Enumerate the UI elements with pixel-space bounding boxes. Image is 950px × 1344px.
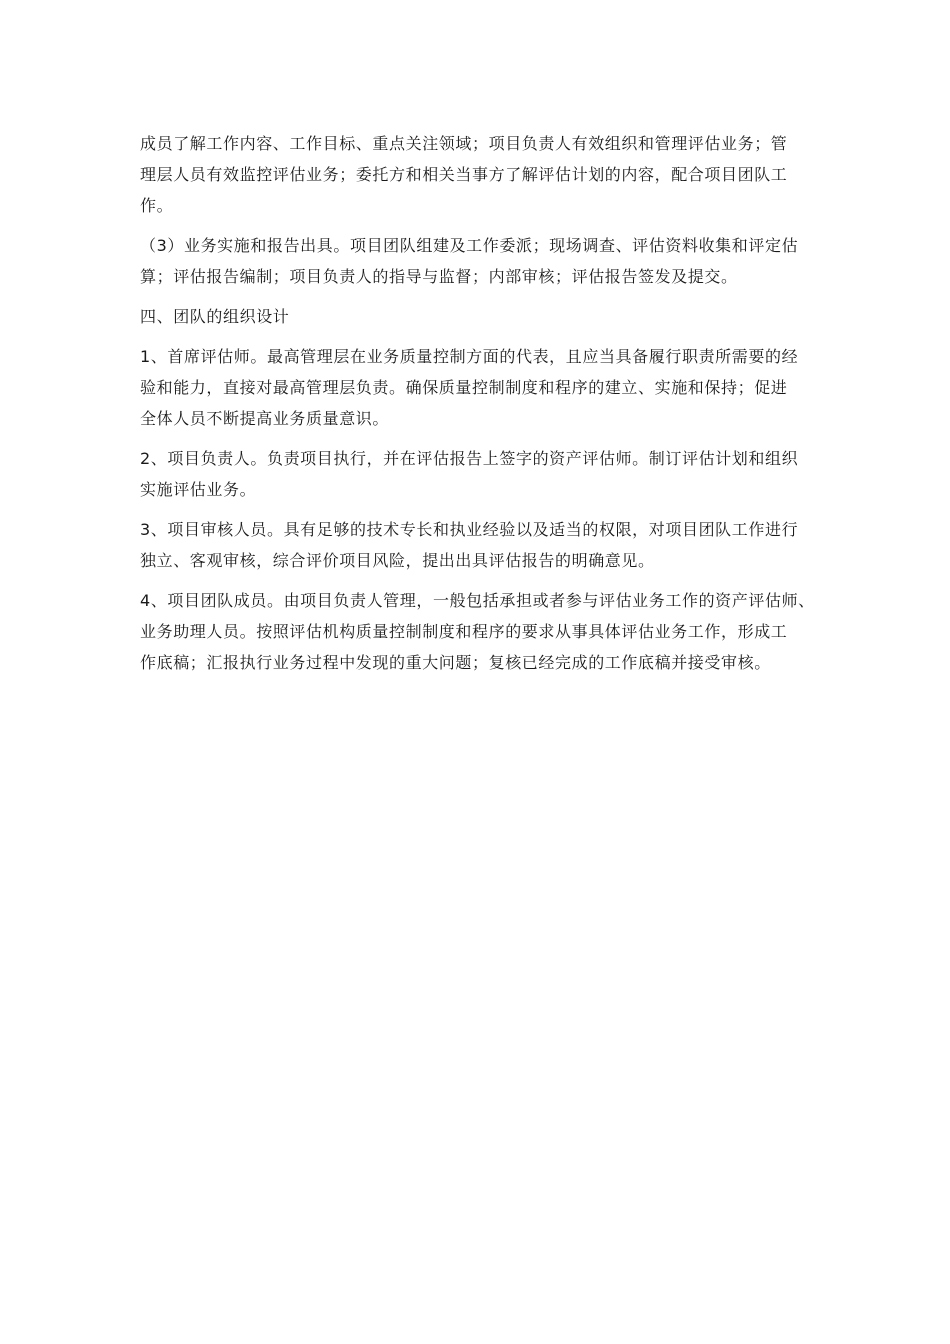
paragraph-implementation [140,230,830,292]
text-line: 实施评估业务。 [140,480,257,499]
paragraph-project-leader [140,443,830,505]
text-line: 业务助理人员。按照评估机构质量控制制度和程序的要求从事具体评估业务工作，形成工 [140,622,788,641]
text-line: （3）业务实施和报告出具。项目团队组建及工作委派；现场调查、评估资料收集和评定估 [140,236,799,255]
paragraph-chief-appraiser [140,341,830,434]
text-line: 验和能力，直接对最高管理层负责。确保质量控制制度和程序的建立、实施和保持；促进 [140,378,788,397]
text-line: 算；评估报告编制；项目负责人的指导与监督；内部审核；评估报告签发及提交。 [140,267,738,286]
text-line: 作底稿；汇报执行业务过程中发现的重大问题；复核已经完成的工作底稿并接受审核。 [140,653,771,672]
paragraph-plan-purpose [140,128,830,221]
text-line: 成员了解工作内容、工作目标、重点关注领域；项目负责人有效组织和管理评估业务；管 [140,134,788,153]
text-line: 2、项目负责人。负责项目执行，并在评估报告上签字的资产评估师。制订评估计划和组织 [140,449,799,468]
text-line: 作。 [140,196,174,215]
text-line: 独立、客观审核，综合评价项目风险，提出出具评估报告的明确意见。 [140,551,655,570]
text-line: 3、项目审核人员。具有足够的技术专长和执业经验以及适当的权限，对项目团队工作进行 [140,520,799,539]
paragraph-project-reviewer [140,514,830,576]
section-heading [140,301,830,332]
text-line: 4、项目团队成员。由项目负责人管理，一般包括承担或者参与评估业务工作的资产评估师、 [140,591,815,610]
heading-line: 四、团队的组织设计 [140,307,290,326]
text-line: 1、首席评估师。最高管理层在业务质量控制方面的代表，且应当具备履行职责所需要的经 [140,347,799,366]
text-line: 全体人员不断提高业务质量意识。 [140,409,390,428]
document-body [140,128,830,687]
text-line: 理层人员有效监控评估业务；委托方和相关当事方了解评估计划的内容，配合项目团队工 [140,165,788,184]
paragraph-team-members [140,585,830,678]
